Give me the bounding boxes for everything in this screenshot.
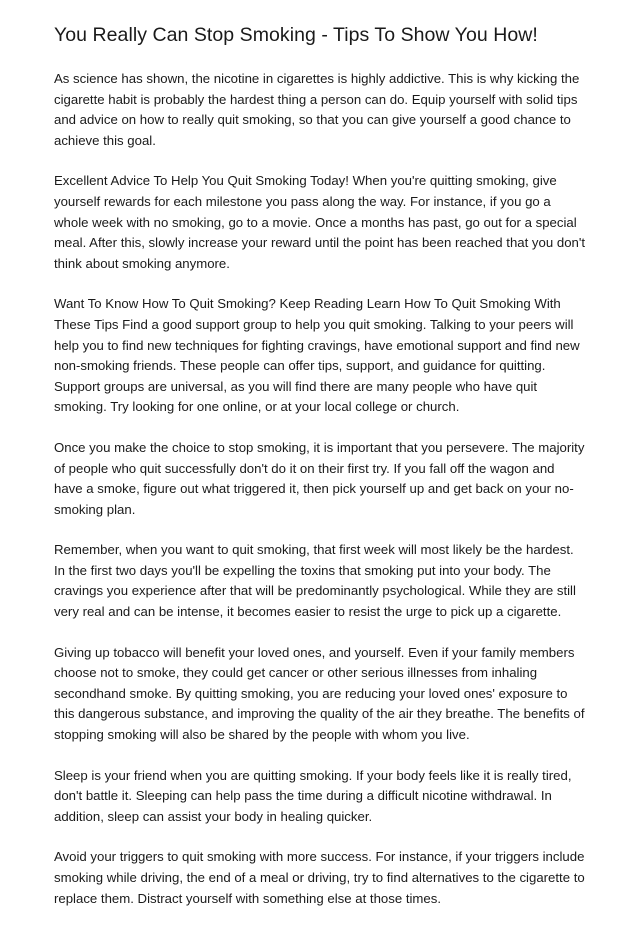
document-title: You Really Can Stop Smoking - Tips To Show You How! bbox=[54, 24, 538, 46]
paragraph-rewards: Excellent Advice To Help You Quit Smoking Today! When you're quitting smoking, give yourself rewards for each milestone you pass along the way. For instance, if you go a whole week with no smoking, go to a movie. Once a months has past, go out for a special meal. After this, slowly increase your reward until the point has been reached that you don't think about smoking anymore. bbox=[54, 173, 586, 271]
paragraph-first-week: Remember, when you want to quit smoking, that first week will most likely be the hardest. In the first two days you'll be expelling the toxins that smoking put into your body. The cravings you experience after that will be predominantly psychological. While they are still very real and can be intense, it becomes easier to resist the urge to pick up a cigarette. bbox=[54, 542, 576, 620]
paragraph-loved-ones: Giving up tobacco will benefit your loved ones, and yourself. Even if your family members choose not to smoke, they could get cancer or other serious illnesses from inhaling secondhand smoke. By quitting smoking, you are reducing your loved ones' exposure to this dangerous substance, and improving the quality of the air they breathe. The benefits of stopping smoking will also be shared by the people with whom you live. bbox=[54, 644, 585, 743]
paragraph-sleep: Sleep is your friend when you are quitting smoking. If your body feels like it is really tired, don't battle it. Sleeping can help pass the time during a difficult nicotine withdrawal. In addition, sleep can assist your body in healing quicker. bbox=[54, 767, 572, 824]
paragraph-persevere: Once you make the choice to stop smoking, it is important that you persevere. The majority of people who quit successfully don't do it on their first try. If you fall off the wagon and have a smoke, figure out what triggered it, then pick yourself up and get back on your no-smoking plan. bbox=[54, 439, 585, 517]
document-page bbox=[54, 22, 586, 929]
paragraph-intro: As science has shown, the nicotine in cigarettes is highly addictive. This is why kicking the cigarette habit is probably the hardest thing a person can do. Equip yourself with solid tips and advice on how to really quit smoking, so that you can give yourself a good chance to achieve this goal. bbox=[54, 71, 580, 148]
paragraph-triggers: Avoid your triggers to quit smoking with more success. For instance, if your triggers include smoking while driving, the end of a meal or driving, try to find alternatives to the cigarette to replace them. Distract yourself with something else at those times. bbox=[54, 849, 585, 906]
paragraph-support-group: Want To Know How To Quit Smoking? Keep Reading Learn How To Quit Smoking With These Tips Find a good support group to help you quit smoking. Talking to your peers will help you to find new techniques for fighting cravings, have emotional support and find new non-smoking friends. These people can offer tips, support, and guidance for quitting. Support groups are universal, as you will find there are many people who have quit smoking. Try looking for one online, or at your local college or church. bbox=[54, 296, 580, 415]
